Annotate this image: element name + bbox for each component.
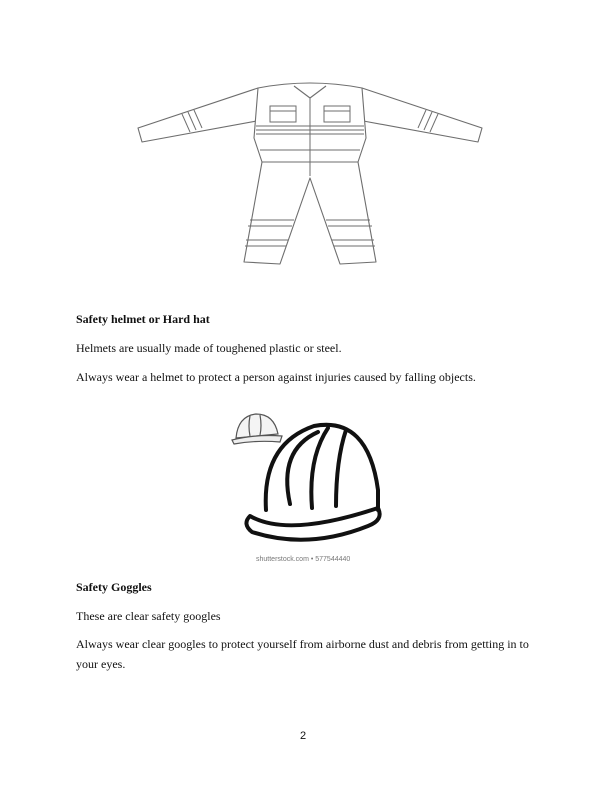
- helmet-paragraph-usage: Always wear a helmet to protect a person against injuries caused by falling objects.: [76, 370, 476, 384]
- section-heading-helmet: Safety helmet or Hard hat: [76, 312, 210, 326]
- goggles-paragraph-usage: Always wear clear googles to protect yourself from airborne dust and debris from getting in to your eyes.: [76, 637, 529, 671]
- goggles-paragraph-description: These are clear safety googles: [76, 609, 221, 623]
- image-credit: shutterstock.com • 577544440: [256, 556, 351, 563]
- hard-hat-illustration: [228, 404, 388, 554]
- coverall-illustration: [130, 80, 490, 270]
- helmet-paragraph-material: Helmets are usually made of toughened plastic or steel.: [76, 341, 342, 355]
- section-heading-goggles: Safety Goggles: [76, 580, 152, 594]
- page-number: 2: [300, 730, 307, 742]
